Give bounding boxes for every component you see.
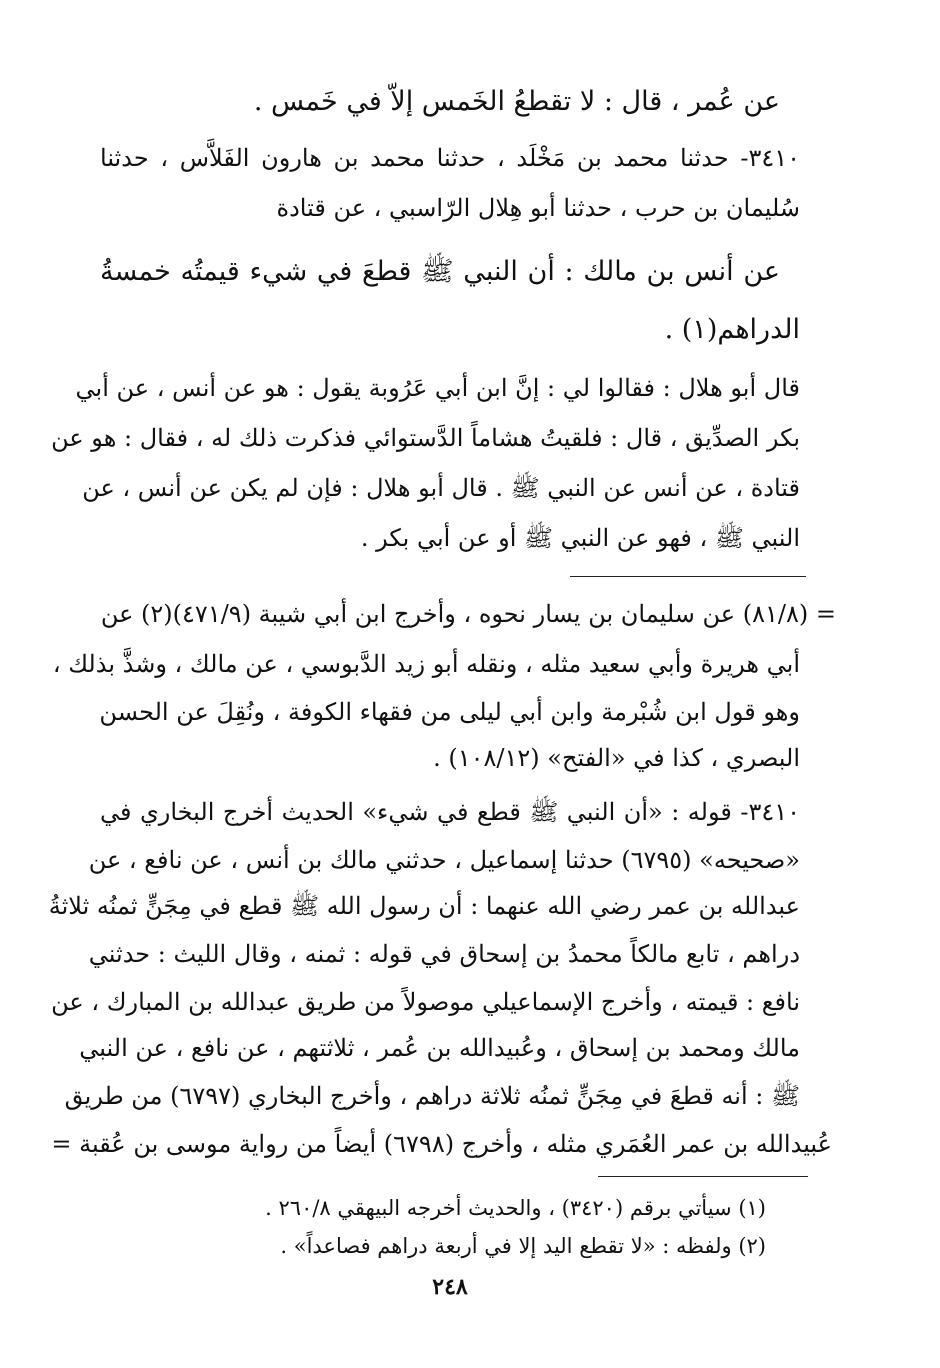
note-line-2: أبي هريرة وأبي سعيد مثله ، ونقله أبو زيد الدَّبوسي ، عن مالك ، وشذَّ بذلك ، bbox=[52, 650, 800, 678]
main-line-7: بكر الصدِّيق ، قال : فلقيتُ هشاماً الدَّستوائي فذكرت ذلك له ، فقال : هو عن bbox=[51, 424, 800, 452]
note-line-6: «صحيحه» (٦٧٩٥) حدثنا إسماعيل ، حدثني مالك بن أنس ، عن نافع ، عن bbox=[88, 846, 800, 874]
note-line-12: عُبيدالله بن عمر العُمَري مثله ، وأخرج (٦٧٩٨) أيضاً من رواية موسى بن عُقبة = bbox=[51, 1130, 832, 1158]
note-line-8: دراهم ، تابع مالكاً محمدُ بن إسحاق في قوله : ثمنه ، وقال الليث : حدثني bbox=[88, 940, 800, 968]
main-line-5: الدراهم(١) . bbox=[664, 314, 800, 345]
note-line-7: عبدالله بن عمر رضي الله عنهما : أن رسول الله ﷺ قطع في مِجَنٍّ ثمنُه ثلاثةُ bbox=[48, 892, 800, 920]
footnote-2: (٢) ولفظه : «لا تقطع اليد إلا في أربعة دراهم فصاعداً» . bbox=[280, 1234, 766, 1258]
main-line-2: ٣٤١٠- حدثنا محمد بن مَخْلَد ، حدثنا محمد بن هارون الفَلاَّس ، حدثنا bbox=[100, 144, 800, 172]
note-line-1: = (٨١/٨) عن سليمان بن يسار نحوه ، وأخرج ابن أبي شيبة (٤٧١/٩)(٢) عن bbox=[100, 600, 836, 628]
footnote-separator bbox=[598, 1176, 808, 1177]
note-line-10: مالك ومحمد بن إسحاق ، وعُبيدالله بن عُمر ، ثلاثتهم ، عن نافع ، عن النبي bbox=[79, 1034, 800, 1062]
notes-separator bbox=[570, 576, 806, 577]
note-line-5: ٣٤١٠- قوله : «أن النبي ﷺ قطع في شيء» الحديث أخرج البخاري في bbox=[100, 798, 800, 826]
main-line-8: قتادة ، عن أنس عن النبي ﷺ . قال أبو هلال : فإن لم يكن عن أنس ، عن bbox=[82, 474, 800, 502]
footnote-1: (١) سيأتي برقم (٣٤٢٠) ، والحديث أخرجه البيهقي ٢٦٠/٨ . bbox=[265, 1196, 766, 1220]
main-line-9: النبي ﷺ ، فهو عن النبي ﷺ أو عن أبي بكر . bbox=[360, 524, 800, 552]
main-line-4: عن أنس بن مالك : أن النبي ﷺ قطعَ في شيء قيمتُه خمسةُ bbox=[100, 256, 780, 287]
note-line-4: البصري ، كذا في «الفتح» (١٠٨/١٢) . bbox=[433, 744, 800, 772]
main-line-3: سُليمان بن حرب ، حدثنا أبو هِلال الرّاسبي ، عن قتادة bbox=[276, 194, 800, 222]
note-line-11: ﷺ : أنه قطعَ في مِجَنٍّ ثمنُه ثلاثة دراهم ، وأخرج البخاري (٦٧٩٧) من طريق bbox=[64, 1082, 800, 1110]
note-line-9: نافع : قيمته ، وأخرج الإسماعيلي موصولاً من طريق عبدالله بن المبارك ، عن bbox=[51, 988, 800, 1016]
main-line-1: عن عُمر ، قال : لا تقطعُ الخَمس إلاّ في خَمس . bbox=[253, 86, 780, 117]
main-line-6: قال أبو هلال : فقالوا لي : إنَّ ابن أبي عَرُوبة يقول : هو عن أنس ، عن أبي bbox=[75, 374, 800, 402]
note-line-3: وهو قول ابن شُبْرمة وابن أبي ليلى من فقهاء الكوفة ، ونُقِلَ عن الحسن bbox=[99, 698, 800, 726]
page-number: ٢٤٨ bbox=[432, 1274, 468, 1300]
